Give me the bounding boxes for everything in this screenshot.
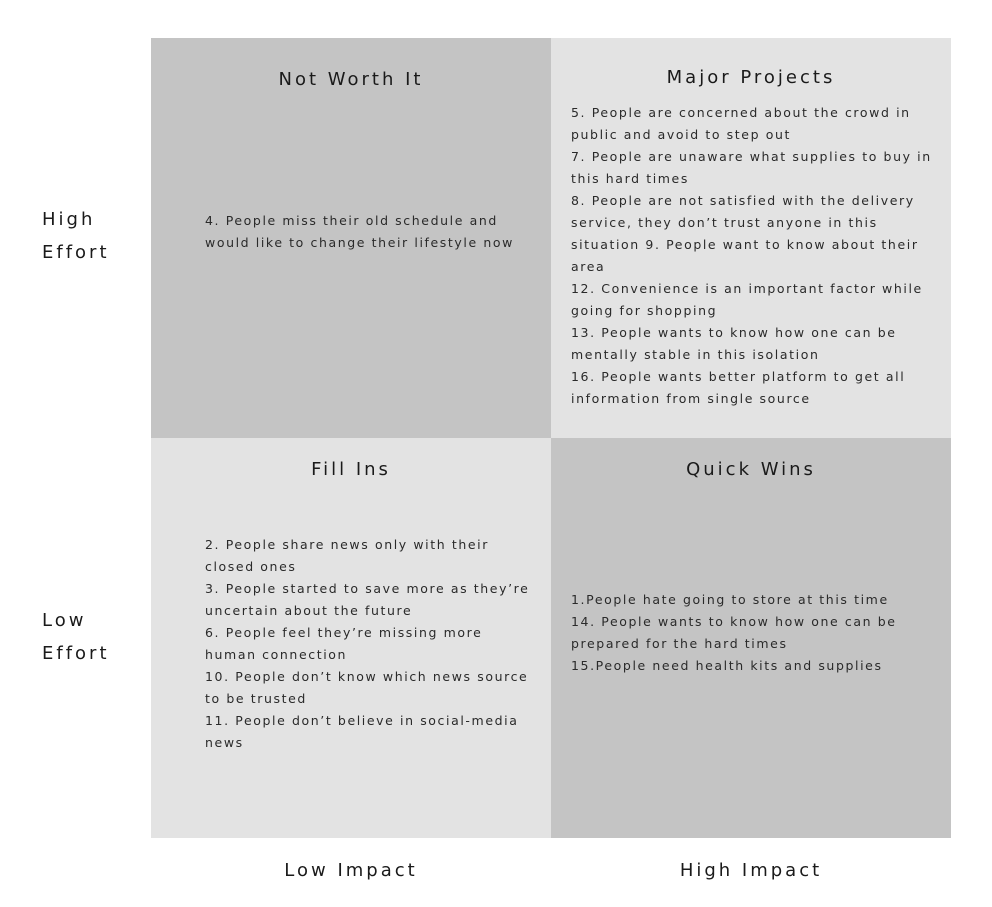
list-item: 10. People don’t know which news source to be trusted <box>205 669 529 706</box>
list-item: 14. People wants to know how one can be prepared for the hard times <box>571 614 897 651</box>
list-item: 11. People don’t believe in social-media news <box>205 713 519 750</box>
quadrant-major-projects <box>551 38 951 438</box>
list-item: 16. People wants better platform to get all information from single source <box>571 369 906 406</box>
quadrant-fill-ins <box>151 438 551 838</box>
list-item: 15.People need health kits and supplies <box>571 658 883 673</box>
list-item: 5. People are concerned about the crowd in public and avoid to step out <box>571 105 911 142</box>
quadrant-item-list <box>571 102 946 410</box>
list-item: 8. People are not satisfied with the delivery service, they don’t trust anyone in this situation 9. People want to know about their area <box>571 193 919 274</box>
x-axis-label-low-impact: Low Impact <box>284 860 418 881</box>
list-item: 13. People wants to know how one can be mentally stable in this isolation <box>571 325 897 362</box>
y-axis-label-line: Low <box>42 610 87 631</box>
quadrant-not-worth-it <box>151 38 551 438</box>
quadrant-item-list <box>571 589 946 677</box>
list-item: 3. People started to save more as they’re uncertain about the future <box>205 581 530 618</box>
list-item: 12. Convenience is an important factor while going for shopping <box>571 281 923 318</box>
quadrant-quick-wins <box>551 438 951 838</box>
quadrant-item-list <box>205 210 515 254</box>
list-item: 6. People feel they’re missing more human connection <box>205 625 483 662</box>
y-axis-label-line: High <box>42 209 96 230</box>
quadrant-title: Major Projects <box>666 67 836 88</box>
x-axis-label-high-impact: High Impact <box>679 860 823 881</box>
y-axis-label-low-effort <box>42 604 132 670</box>
quadrant-item-list <box>205 534 530 754</box>
quadrant-title: Quick Wins <box>686 459 816 480</box>
y-axis-label-high-effort <box>42 203 132 269</box>
y-axis-label-line: Effort <box>42 643 110 664</box>
y-axis-label-line: Effort <box>42 242 110 263</box>
effort-impact-matrix <box>151 38 951 838</box>
list-item: 4. People miss their old schedule and would like to change their lifestyle now <box>205 213 514 250</box>
quadrant-title: Fill Ins <box>311 459 391 480</box>
quadrant-title: Not Worth It <box>278 69 424 90</box>
list-item: 2. People share news only with their closed ones <box>205 537 489 574</box>
list-item: 1.People hate going to store at this time <box>571 592 889 607</box>
list-item: 7. People are unaware what supplies to buy in this hard times <box>571 149 932 186</box>
